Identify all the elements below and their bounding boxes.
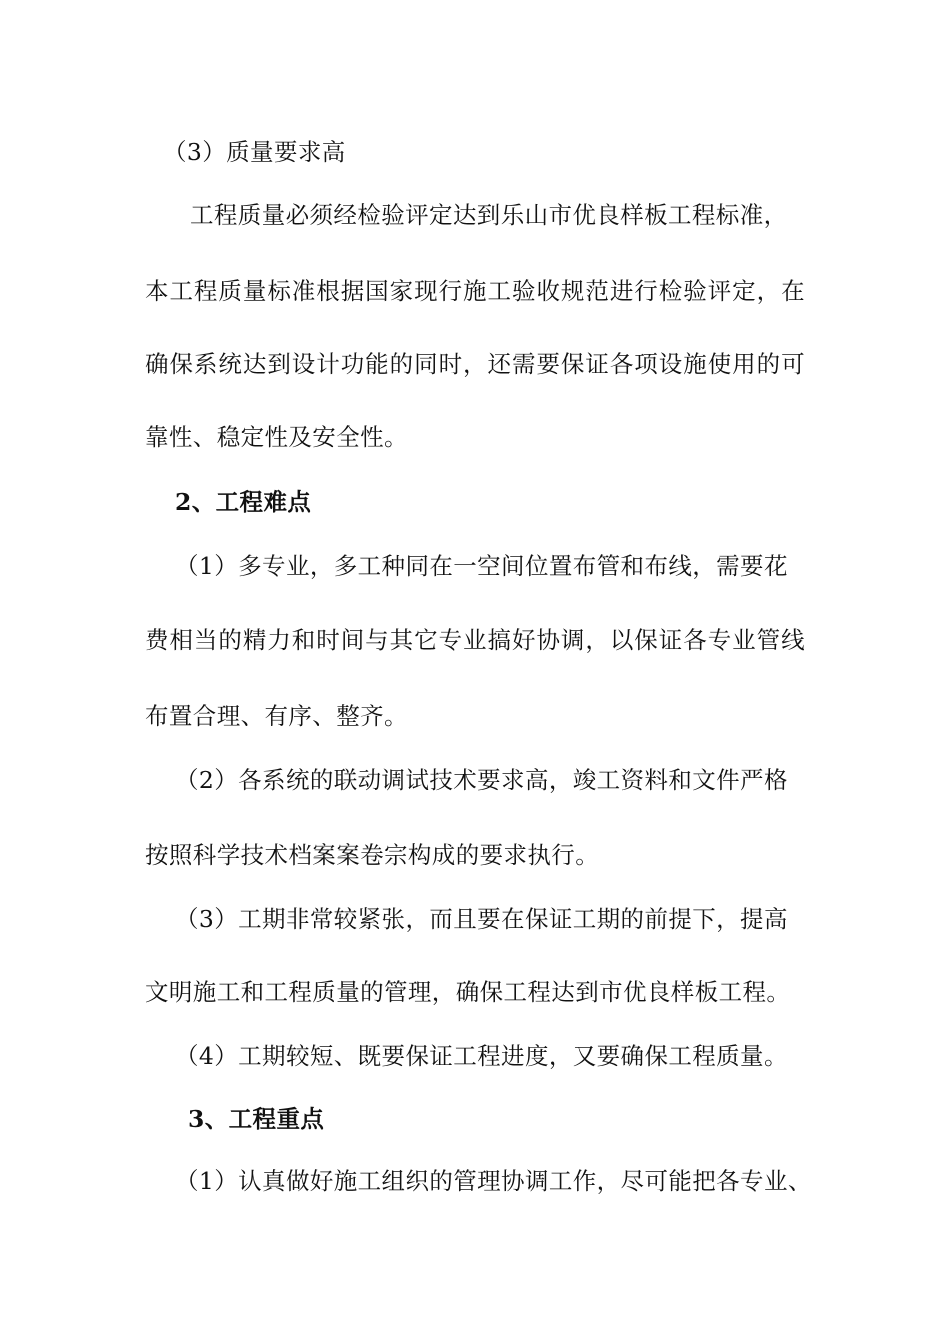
heading-key-points: 3、工程重点 xyxy=(188,1105,325,1133)
difficulty-3-line-2: 文明施工和工程质量的管理，确保工程达到市优良样板工程。 xyxy=(145,978,791,1006)
quality-paragraph-line-2: 本工程质量标准根据国家现行施工验收规范进行检验评定，在 xyxy=(145,277,805,305)
difficulty-1-line-1: （1）多专业，多工种同在一空间位置布管和布线，需要花 xyxy=(175,552,788,580)
difficulty-2-line-2: 按照科学技术档案案卷宗构成的要求执行。 xyxy=(145,841,600,869)
key-point-1-line-1: （1）认真做好施工组织的管理协调工作，尽可能把各专业、 xyxy=(175,1167,812,1195)
quality-paragraph-line-3: 确保系统达到设计功能的同时，还需要保证各项设施使用的可 xyxy=(145,350,805,378)
difficulty-1-line-3: 布置合理、有序、整齐。 xyxy=(145,702,408,730)
difficulty-4-line: （4）工期较短、既要保证工程进度，又要确保工程质量。 xyxy=(175,1042,788,1070)
difficulty-3-line-1: （3）工期非常较紧张，而且要在保证工期的前提下，提高 xyxy=(175,905,788,933)
difficulty-1-line-2: 费相当的精力和时间与其它专业搞好协调，以保证各专业管线 xyxy=(145,626,805,654)
quality-paragraph-line-1: 工程质量必须经检验评定达到乐山市优良样板工程标准， xyxy=(190,201,788,229)
section-quality-title: （3）质量要求高 xyxy=(163,138,346,166)
quality-paragraph-line-4: 靠性、稳定性及安全性。 xyxy=(145,423,408,451)
heading-difficulties: 2、工程难点 xyxy=(175,488,312,516)
difficulty-2-line-1: （2）各系统的联动调试技术要求高，竣工资料和文件严格 xyxy=(175,766,788,794)
